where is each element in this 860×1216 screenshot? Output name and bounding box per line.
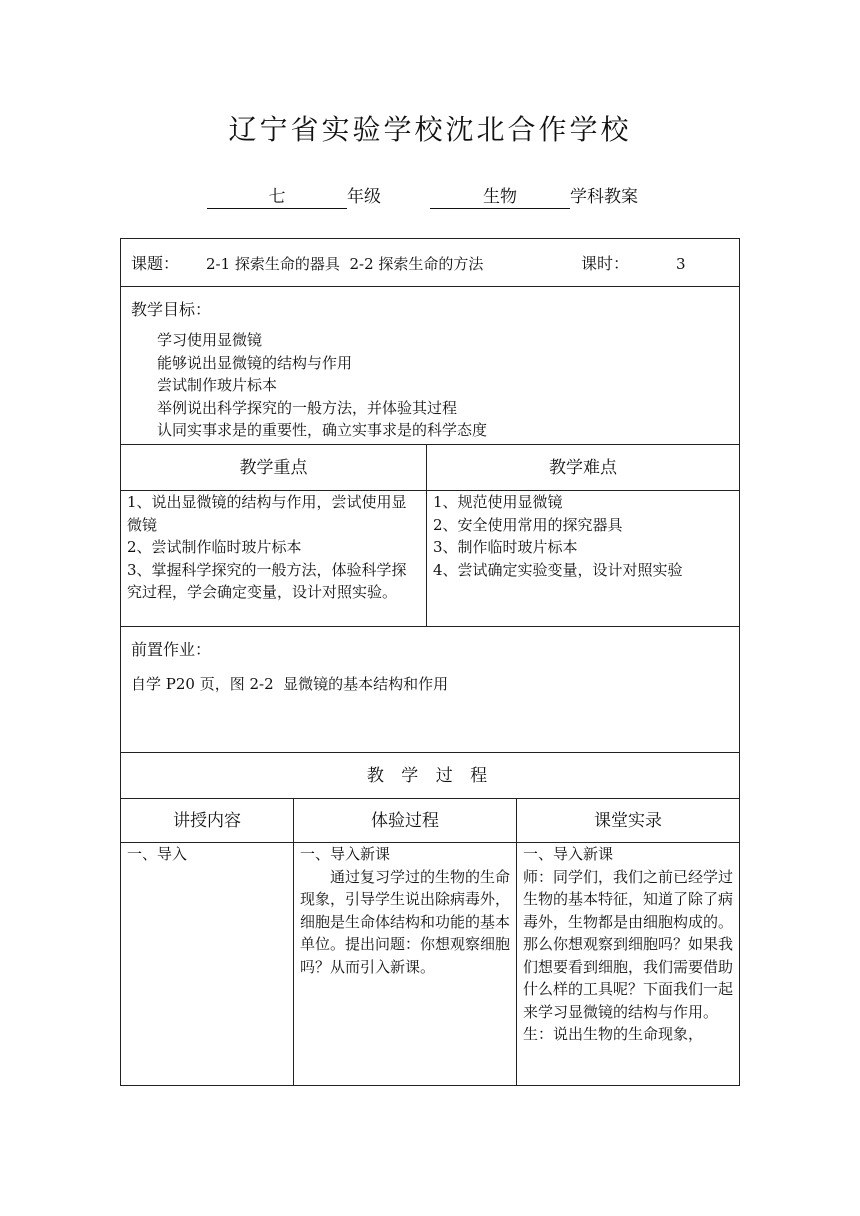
grade-line bbox=[207, 182, 381, 209]
experience-title: 一、导入新课 bbox=[300, 845, 391, 863]
points-content-row bbox=[120, 490, 740, 626]
objectives-row bbox=[120, 286, 740, 444]
key-points-header: 教学重点 bbox=[121, 445, 427, 490]
lesson-value: 2-1 探索生命的器具 2-2 探索生命的方法 bbox=[206, 255, 484, 273]
lesson-plan-table bbox=[120, 238, 740, 1086]
record-title: 一、导入新课 bbox=[523, 845, 614, 863]
objective-item: 尝试制作玻片标本 bbox=[157, 376, 278, 394]
key-point-item: 1、说出显微镜的结构与作用，尝试使用显微镜 bbox=[127, 493, 407, 534]
objectives-label: 教学目标： bbox=[131, 300, 212, 319]
grade-suffix: 年级 bbox=[347, 187, 381, 207]
difficulty-item: 2、安全使用常用的探究器具 bbox=[433, 515, 623, 534]
lesson-row bbox=[120, 238, 740, 286]
lesson-label: 课题： bbox=[131, 254, 180, 273]
key-point-item: 2、尝试制作临时玻片标本 bbox=[127, 538, 302, 556]
process-header: 教 学 过 程 bbox=[366, 766, 494, 786]
prework-label: 前置作业： bbox=[131, 640, 212, 659]
objective-item: 学习使用显微镜 bbox=[157, 331, 263, 349]
grade-value: 七 bbox=[207, 186, 347, 209]
objective-item: 能够说出显微镜的结构与作用 bbox=[157, 353, 353, 372]
prework-row bbox=[120, 626, 740, 752]
process-row-intro bbox=[120, 842, 740, 1086]
subject-line bbox=[430, 182, 638, 209]
difficulty-item: 3、制作临时玻片标本 bbox=[433, 538, 578, 556]
process-record-cell bbox=[517, 843, 739, 1085]
process-content: 一、导入 bbox=[127, 845, 188, 863]
hours-value: 3 bbox=[676, 255, 686, 273]
hours-label: 课时： bbox=[581, 254, 630, 273]
objective-item: 认同实事求是的重要性，确立实事求是的科学态度 bbox=[157, 421, 488, 439]
points-header-row bbox=[120, 444, 740, 490]
difficulties-header: 教学难点 bbox=[549, 458, 617, 478]
column-experience: 体验过程 bbox=[294, 799, 517, 842]
column-record: 课堂实录 bbox=[594, 811, 662, 831]
key-points-list bbox=[121, 491, 427, 626]
subject-suffix: 学科教案 bbox=[570, 187, 638, 207]
key-point-item: 3、掌握科学探究的一般方法，体验科学探究过程，学会确定变量，设计对照实验。 bbox=[127, 560, 407, 601]
record-teacher: 师：同学们，我们之前已经学过生物的基本特征，知道了除了病毒外，生物都是由细胞构成的。那么你想观察到细胞吗？如果我们想要看到细胞，我们需要借助什么样的工具呢？下面我们一起来学习显微镜的结构与作用。 bbox=[523, 867, 734, 1021]
process-experience-cell bbox=[294, 843, 517, 1085]
column-content: 讲授内容 bbox=[121, 799, 294, 842]
difficulty-item: 4、尝试确定实验变量，设计对照实验 bbox=[433, 560, 683, 579]
objectives-list bbox=[157, 329, 487, 442]
school-title: 辽宁省实验学校沈北合作学校 bbox=[228, 113, 632, 146]
subject-value: 生物 bbox=[430, 186, 570, 209]
process-columns-row bbox=[120, 798, 740, 842]
difficulty-item: 1、规范使用显微镜 bbox=[433, 493, 563, 511]
experience-body: 通过复习学过的生物的生命现象，引导学生说出除病毒外，细胞是生命体结构和功能的基本单位。提出问题：你想观察细胞吗？从而引入新课。 bbox=[300, 867, 511, 976]
record-student: 生：说出生物的生命现象， bbox=[523, 1025, 704, 1043]
process-header-row bbox=[120, 752, 740, 798]
prework-content: 自学 P20 页，图 2-2 显微镜的基本结构和作用 bbox=[131, 675, 449, 693]
difficulties-list bbox=[427, 491, 739, 626]
objective-item: 举例说出科学探究的一般方法，并体验其过程 bbox=[157, 398, 458, 417]
process-content-cell bbox=[121, 843, 294, 1085]
